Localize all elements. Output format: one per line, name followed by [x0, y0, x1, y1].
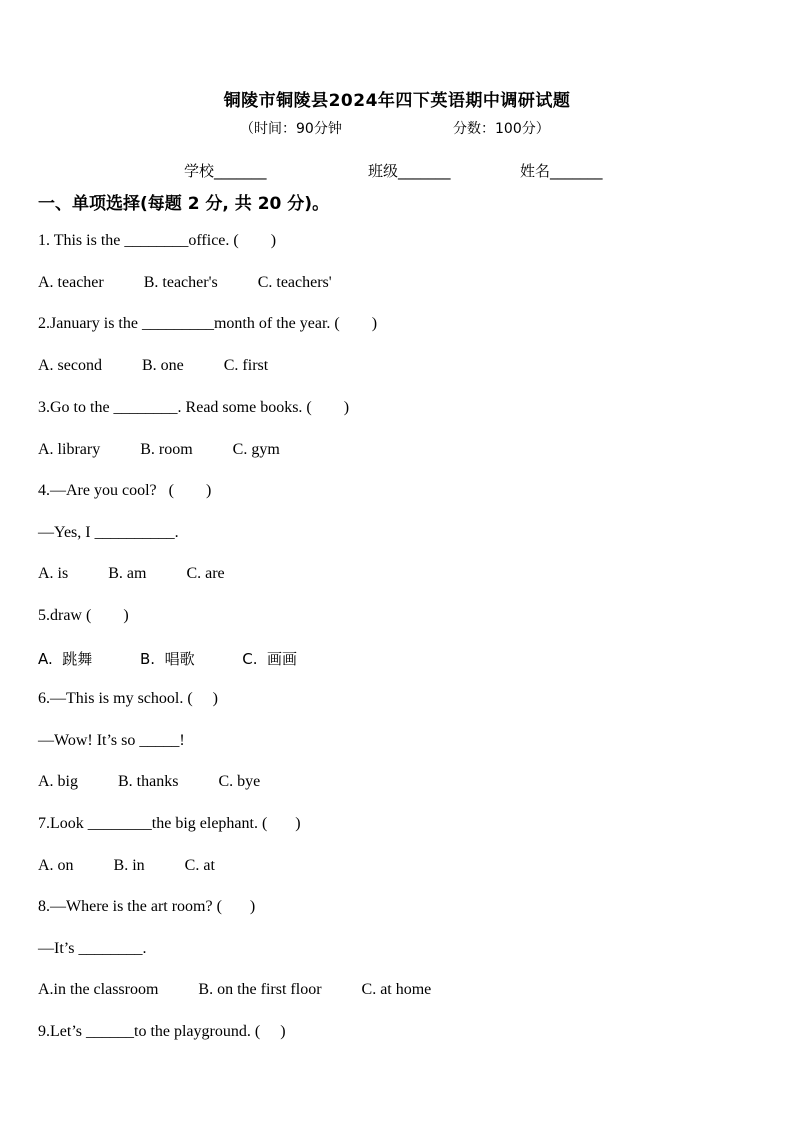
question-3: 3.Go to the ________. Read some books. ( ): [38, 399, 350, 416]
options-6: A. big B. thanks C. bye: [38, 773, 261, 790]
question-8: 8.—Where is the art room? ( ): [38, 898, 256, 915]
options-3: A. library B. room C. gym: [38, 441, 280, 458]
answer-6: —Wow! It’s so _____!: [38, 732, 185, 749]
exam-time: （时间：90分钟: [240, 121, 342, 137]
exam-score: 分数：100分）: [453, 121, 550, 137]
school-field: 学校_______: [184, 162, 267, 180]
exam-title: 铜陵市铜陵县2024年四下英语期中调研试题: [223, 91, 571, 111]
question-2: 2.January is the _________month of the year. ( ): [38, 315, 378, 332]
answer-8: —It’s ________.: [38, 940, 147, 957]
options-2: A. second B. one C. first: [38, 357, 269, 374]
options-4: A. is B. am C. are: [38, 565, 225, 582]
question-4: 4.—Are you cool? ( ): [38, 482, 212, 499]
question-9: 9.Let’s ______to the playground. ( ): [38, 1023, 286, 1040]
question-1: 1. This is the ________office. ( ): [38, 232, 277, 249]
options-5: A. 跳舞 B. 唱歌 C. 画画: [38, 650, 298, 668]
question-7: 7.Look ________the big elephant. ( ): [38, 815, 301, 832]
section-heading: 一、单项选择(每题 2 分, 共 20 分)。: [38, 194, 330, 214]
question-6: 6.—This is my school. ( ): [38, 690, 218, 707]
answer-4: —Yes, I __________.: [38, 524, 179, 541]
options-1: A. teacher B. teacher's C. teachers': [38, 274, 332, 291]
question-5: 5.draw ( ): [38, 607, 129, 624]
name-field: 姓名_______: [520, 162, 603, 180]
class-field: 班级_______: [368, 162, 451, 180]
options-7: A. on B. in C. at: [38, 857, 215, 874]
options-8: A.in the classroom B. on the first floor C. at home: [38, 981, 432, 998]
